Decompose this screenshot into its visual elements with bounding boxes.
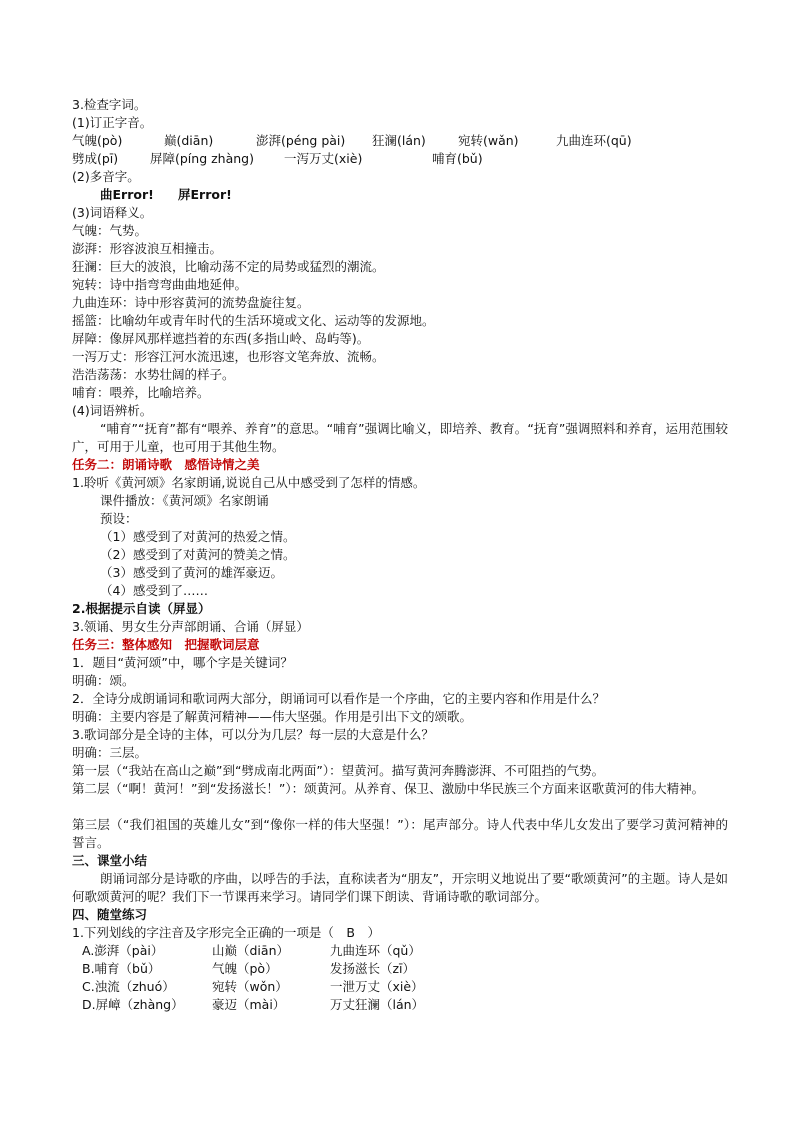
practice-heading: 四、随堂练习 [72, 907, 148, 922]
choice-row-a [72, 942, 732, 960]
summary-paragraph: 朗诵词部分是诗歌的序曲，以呼告的手法，直称读者为“朋友”，开宗明义地说出了要“歌颂黄河”的主题。诗人是如何歌颂黄河的呢？我们下一节课再来学习。请同学们课下朗读、背诵诗歌的歌词部分。 [72, 871, 728, 904]
choice-row-b [72, 960, 732, 978]
word-item: 宛转(wǎn) [458, 133, 519, 148]
subsection-definitions: (3)词语释义。 [72, 205, 153, 220]
preset-option: （1）感受到了对黄河的热爱之情。 [100, 529, 296, 544]
practice-question: 1.下列划线的字注音及字形完全正确的一项是（ B ） [72, 925, 381, 940]
task3-item: 明确：主要内容是了解黄河精神——伟大坚强。作用是引出下文的颂歌。 [72, 709, 473, 724]
word-item: 哺育(bǔ) [432, 151, 483, 166]
definition-item: 澎湃：形容波浪互相撞击。 [72, 241, 223, 256]
word-item: 一泻万丈(xiè) [284, 151, 363, 166]
polyphone-item: 屏Error! [178, 187, 232, 202]
preset-option: （3）感受到了黄河的雄浑豪迈。 [100, 565, 283, 580]
task2-question-1: 1.聆听《黄河颂》名家朗诵,说说自己从中感受到了怎样的情感。 [72, 475, 426, 490]
preset-option: （2）感受到了对黄河的赞美之情。 [100, 547, 296, 562]
task3-item: 2．全诗分成朗诵词和歌词两大部分，朗诵词可以看作是一个序曲，它的主要内容和作用是什么？ [72, 691, 605, 706]
definition-item: 哺育：喂养，比喻培养。 [72, 385, 210, 400]
definition-item: 浩浩荡荡：水势壮阔的样子。 [72, 367, 235, 382]
polyphone-item: 曲Error! [100, 187, 154, 202]
definition-item: 屏障：像屏风那样遮挡着的东西(多指山岭、岛屿等)。 [72, 331, 370, 346]
word-item: 九曲连环(qū) [556, 133, 632, 148]
preset-option: （4）感受到了…… [100, 583, 208, 598]
choice-word: 山巅（diān） [212, 943, 289, 958]
choice-word: 九曲连环（qǔ） [330, 943, 421, 958]
definition-item: 宛转：诗中指弯弯曲曲地延伸。 [72, 277, 248, 292]
word-item: 屏障(píng zhàng) [150, 151, 254, 166]
definition-item: 气魄：气势。 [72, 223, 148, 238]
summary-heading: 三、课堂小结 [72, 853, 148, 868]
choice-word: 气魄（pò） [212, 961, 278, 976]
word-item: 劈成(pī) [72, 151, 119, 166]
choice-word: 发扬滋长（zī） [330, 961, 416, 976]
task3-item: 明确：三层。 [72, 745, 148, 760]
layer-three-paragraph: 第三层（“我们祖国的英雄儿女”到“像你一样的伟大坚强！”）：尾声部分。诗人代表中华儿女发出了要学习黄河精神的誓言。 [72, 817, 728, 850]
section-title: 3.检查字词。 [72, 97, 147, 112]
subsection-polyphone: (2)多音字。 [72, 169, 140, 184]
preset-label: 预设： [100, 511, 138, 526]
courseware-note: 课件播放：《黄河颂》名家朗诵 [100, 493, 269, 508]
definition-item: 狂澜：巨大的波浪，比喻动荡不定的局势或猛烈的潮流。 [72, 259, 385, 274]
task3-item: 1．题目“黄河颂”中，哪个字是关键词？ [72, 655, 293, 670]
definition-item: 一泻万丈：形容江河水流迅速，也形容文笔奔放、流畅。 [72, 349, 385, 364]
choice-word: 宛转（wǒn） [212, 979, 288, 994]
task3-item: 3.歌词部分是全诗的主体，可以分为几层？每一层的大意是什么？ [72, 727, 434, 742]
subsection-pronunciation: (1)订正字音。 [72, 115, 153, 130]
polyphone-row [72, 186, 372, 204]
choice-word: 豪迈（mài） [212, 997, 286, 1012]
subsection-discrimination: (4)词语辨析。 [72, 403, 153, 418]
choice-option: D.屏嶂（zhàng） [82, 997, 184, 1012]
pronunciation-row-2 [72, 150, 732, 168]
definition-item: 九曲连环：诗中形容黄河的流势盘旋往复。 [72, 295, 310, 310]
discrimination-paragraph: “哺育”“抚育”都有“喂养、养育”的意思。“哺育”强调比喻义，即培养、教育。“抚育”强调照料和养育，运用范围较广，可用于儿童，也可用于其他生物。 [72, 421, 728, 454]
choice-option: B.哺育（bǔ） [82, 961, 161, 976]
word-item: 澎湃(péng pài) [256, 133, 346, 148]
layer-two-paragraph: 第二层（“啊！黄河！”到“发扬滋长！”）：颂黄河。从养育、保卫、激励中华民族三个方面来讴歌黄河的伟大精神。 [72, 781, 705, 796]
task3-heading: 任务三：整体感知 把握歌词层意 [72, 637, 260, 652]
task2-heading: 任务二：朗诵诗歌 感悟诗情之美 [72, 457, 260, 472]
task3-item: 明确：颂。 [72, 673, 135, 688]
word-item: 巅(diān) [164, 133, 214, 148]
task2-question-2: 2.根据提示自读（屏显） [72, 601, 211, 616]
choice-row-d [72, 996, 732, 1014]
task3-item: 第一层（“我站在高山之巅”到“劈成南北两面”）：望黄河。描写黄河奔腾澎湃、不可阻挡的气势。 [72, 763, 605, 778]
choice-word: 一泄万丈（xiè） [330, 979, 424, 994]
pronunciation-row-1 [72, 132, 732, 150]
choice-row-c [72, 978, 732, 996]
word-item: 狂澜(lán) [372, 133, 426, 148]
word-item: 气魄(pò) [72, 133, 123, 148]
task2-question-3: 3.领诵、男女生分声部朗诵、合诵（屏显） [72, 619, 309, 634]
definition-item: 摇篮：比喻幼年或青年时代的生活环境或文化、运动等的发源地。 [72, 313, 435, 328]
choice-option: A.澎湃（pài） [82, 943, 164, 958]
choice-option: C.浊流（zhuó） [82, 979, 175, 994]
choice-word: 万丈狂澜（lán） [330, 997, 425, 1012]
